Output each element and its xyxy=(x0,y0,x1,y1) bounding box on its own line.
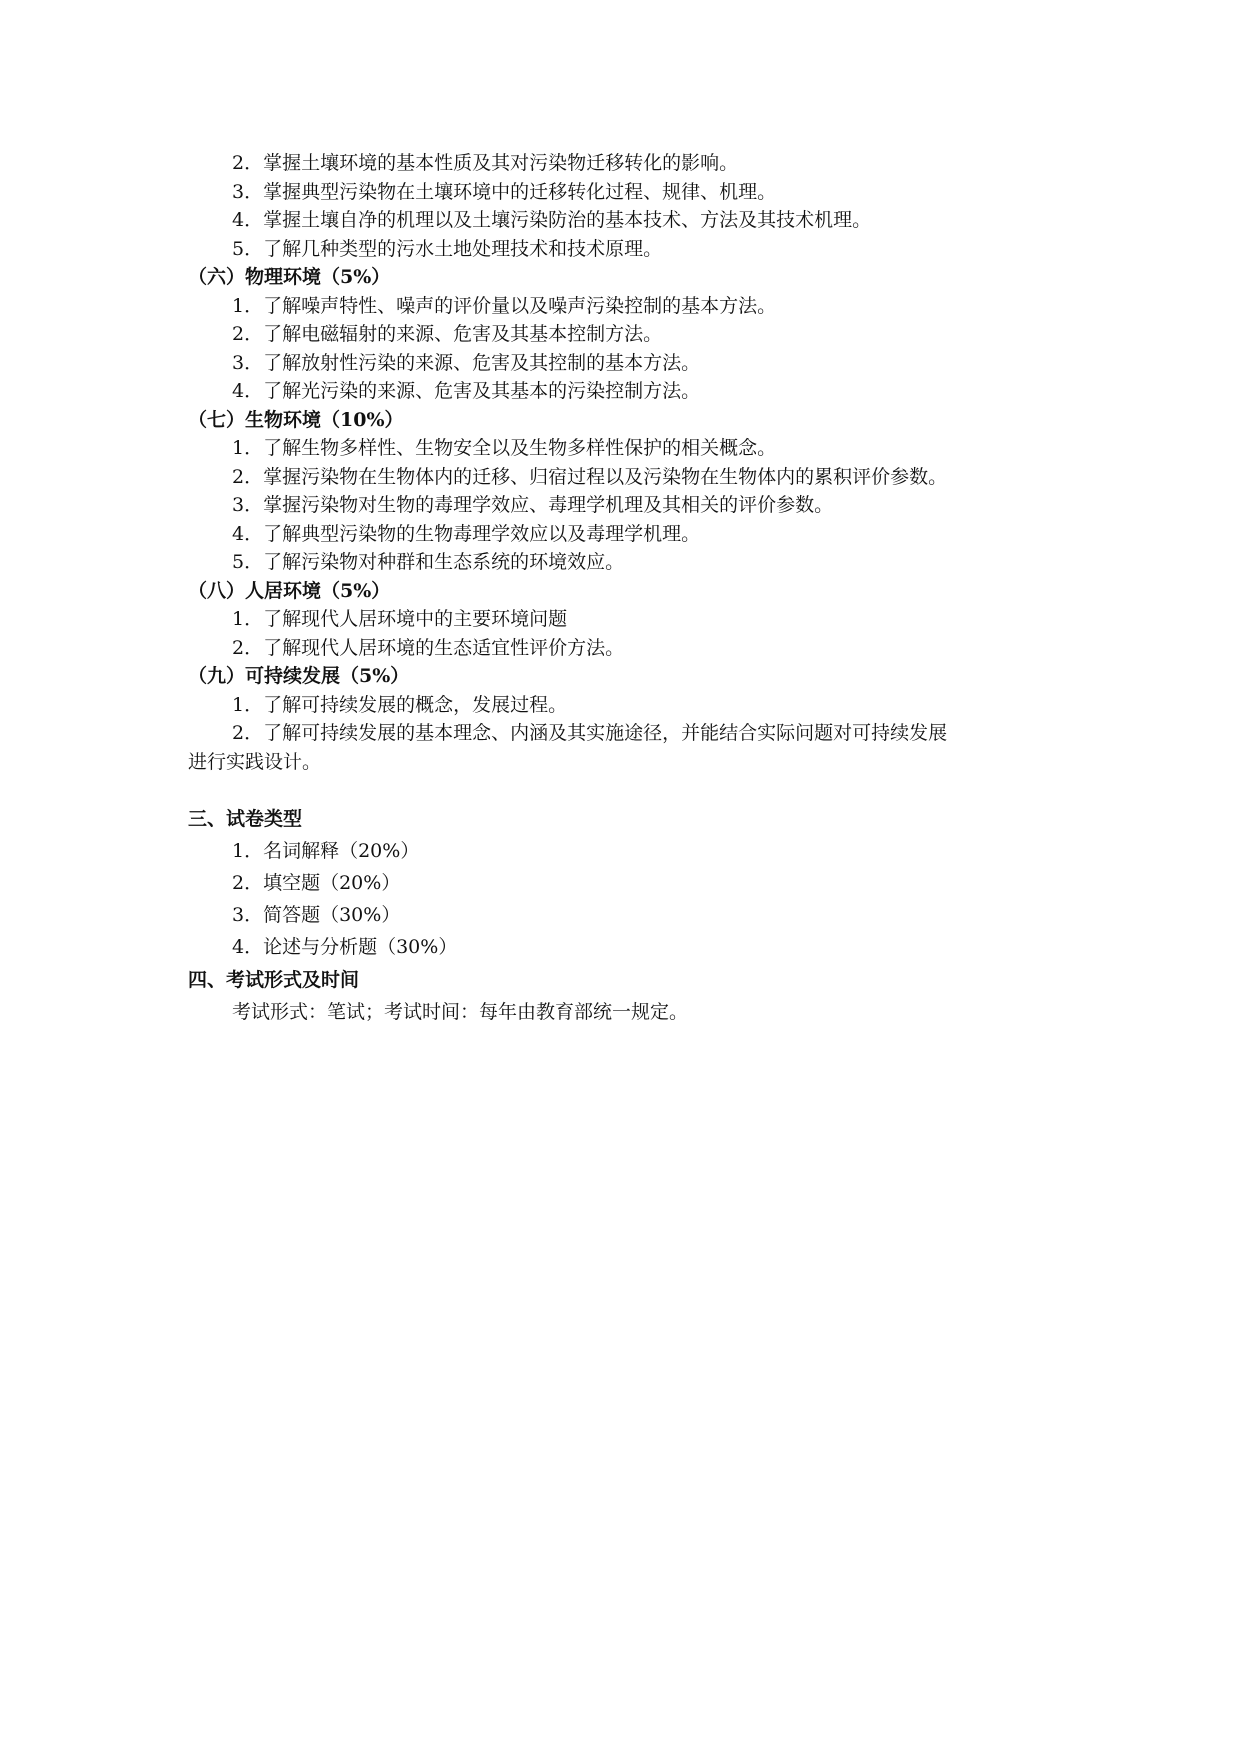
physical-heading: （六）物理环境（5%） xyxy=(188,266,391,288)
soil-item-5: 5．了解几种类型的污水土地处理技术和技术原理。 xyxy=(232,238,663,260)
biological-item-2: 2．掌握污染物在生物体内的迁移、归宿过程以及污染物在生物体内的累积评价参数。 xyxy=(232,466,948,488)
biological-item-5: 5．了解污染物对种群和生态系统的环境效应。 xyxy=(232,551,625,573)
section-4-heading: 四、考试形式及时间 xyxy=(188,969,360,991)
exam-type-item-4: 4．论述与分析题（30%） xyxy=(232,936,458,958)
habitat-heading: （八）人居环境（5%） xyxy=(188,580,391,602)
soil-item-4: 4．掌握土壤自净的机理以及土壤污染防治的基本技术、方法及其技术机理。 xyxy=(232,209,872,231)
exam-type-item-3: 3．简答题（30%） xyxy=(232,904,401,926)
physical-item-1: 1．了解噪声特性、噪声的评价量以及噪声污染控制的基本方法。 xyxy=(232,295,777,317)
biological-item-1: 1．了解生物多样性、生物安全以及生物多样性保护的相关概念。 xyxy=(232,437,777,459)
soil-item-2: 2．掌握土壤环境的基本性质及其对污染物迁移转化的影响。 xyxy=(232,152,739,174)
exam-type-item-1: 1．名词解释（20%） xyxy=(232,840,420,862)
sustainable-item-2-continued: 进行实践设计。 xyxy=(188,751,322,773)
sustainable-item-1: 1．了解可持续发展的概念，发展过程。 xyxy=(232,694,568,716)
physical-item-2: 2．了解电磁辐射的来源、危害及其基本控制方法。 xyxy=(232,323,663,345)
sustainable-item-2: 2．了解可持续发展的基本理念、内涵及其实施途径，并能结合实际问题对可持续发展 xyxy=(232,722,948,744)
habitat-item-2: 2．了解现代人居环境的生态适宜性评价方法。 xyxy=(232,637,625,659)
section-3-heading: 三、试卷类型 xyxy=(188,808,303,830)
exam-format-text: 考试形式：笔试；考试时间：每年由教育部统一规定。 xyxy=(232,1001,689,1023)
biological-heading: （七）生物环境（10%） xyxy=(188,409,404,431)
biological-item-3: 3．掌握污染物对生物的毒理学效应、毒理学机理及其相关的评价参数。 xyxy=(232,494,834,516)
physical-item-4: 4．了解光污染的来源、危害及其基本的污染控制方法。 xyxy=(232,380,701,402)
biological-item-4: 4．了解典型污染物的生物毒理学效应以及毒理学机理。 xyxy=(232,523,701,545)
habitat-item-1: 1．了解现代人居环境中的主要环境问题 xyxy=(232,608,568,630)
soil-item-3: 3．掌握典型污染物在土壤环境中的迁移转化过程、规律、机理。 xyxy=(232,181,777,203)
physical-item-3: 3．了解放射性污染的来源、危害及其控制的基本方法。 xyxy=(232,352,701,374)
exam-type-item-2: 2．填空题（20%） xyxy=(232,872,401,894)
sustainable-heading: （九）可持续发展（5%） xyxy=(188,665,410,687)
